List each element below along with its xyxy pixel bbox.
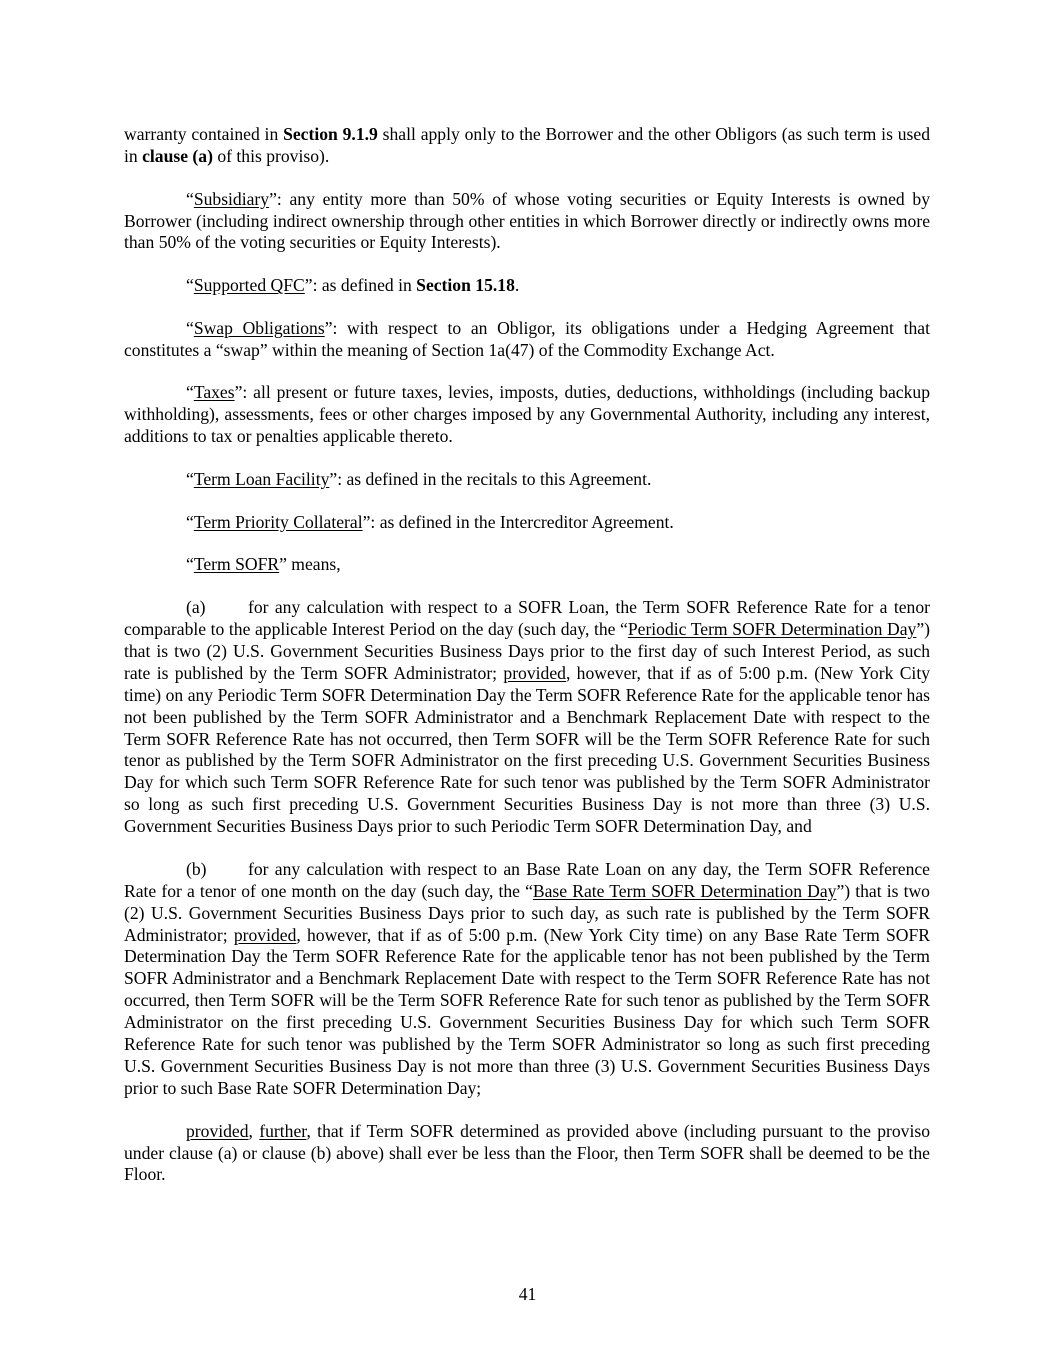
quote-open: “	[186, 188, 194, 209]
text: of this proviso).	[212, 145, 330, 166]
defined-term: Term Loan Facility	[193, 468, 330, 489]
proviso-term: provided	[186, 1120, 249, 1141]
definition-text: .	[514, 275, 520, 296]
proviso-paragraph	[124, 1121, 930, 1187]
paragraph-warranty	[124, 124, 930, 168]
text: , that if Term SOFR determined as provided above (including pursuant to the proviso under clause (a) or clause (b) above) shall ever be less than the Floor, then Term SOFR shall be deemed to be the Floor.	[124, 1120, 931, 1185]
definition-swap-obligations	[124, 318, 930, 362]
proviso-term: provided	[503, 662, 566, 683]
clause-a	[124, 597, 930, 838]
definition-text: ”: all present or future taxes, levies, imposts, duties, deductions, withholdings (including backup withholding), assessments, fees or other charges imposed by any Governmental Authority, including any interest, additions to tax or penalties applicable thereto.	[124, 382, 930, 447]
proviso-term: provided	[233, 924, 297, 945]
quote-open: “	[186, 468, 194, 489]
text: ,	[248, 1120, 260, 1141]
text: shall apply only to the Borrower and the other Obligors (as such term is used in	[124, 124, 930, 166]
definition-text: ”: as defined in the recitals to this Agreement.	[329, 468, 652, 489]
quote-open: “	[186, 317, 194, 338]
clause-reference: clause (a)	[142, 145, 213, 166]
defined-term: Swap Obligations	[193, 317, 325, 338]
text: warranty contained in	[124, 124, 284, 144]
proviso-term: further	[259, 1120, 307, 1141]
definition-supported-qfc	[124, 275, 930, 297]
definition-term-priority-collateral	[124, 512, 930, 534]
clause-text: for any calculation with respect to a SOFR Loan, the Term SOFR Reference Rate for a tenor comparable to the applicable Interest Period on the day (such day, the “	[124, 597, 930, 639]
clause-text: , however, that if as of 5:00 p.m. (New York City time) on any Periodic Term SOFR Determination Day the Term SOFR Reference Rate for the applicable tenor has not been published by the Term SOFR Administrator and a Benchmark Replacement Date with respect to the Term SOFR Reference Rate has not occurred, then Term SOFR will be the Term SOFR Reference Rate for such tenor as published by the Term SOFR Administrator on the first preceding U.S. Government Securities Business Day for which such Term SOFR Reference Rate for such tenor was published by the Term SOFR Administrator so long as such first preceding U.S. Government Securities Business Day is not more than three (3) U.S. Government Securities Business Days prior to such Periodic Term SOFR Determination Day, and	[124, 662, 931, 837]
definition-term-loan-facility	[124, 469, 930, 491]
section-reference: Section 9.1.9	[283, 124, 378, 144]
document-page	[124, 124, 930, 1207]
defined-term: Base Rate Term SOFR Determination Day	[532, 880, 837, 901]
definition-text: ” means,	[279, 554, 341, 575]
definition-text: ”: as defined in	[304, 275, 417, 296]
definition-text: ”: with respect to an Obligor, its obligations under a Hedging Agreement that constitutes a “swap” within the meaning of Section 1a(47) of the Commodity Exchange Act.	[124, 317, 930, 360]
defined-term: Term Priority Collateral	[193, 511, 363, 532]
clause-text: ”) that is two (2) U.S. Government Securities Business Days prior to such day, as such rate is published by the Term SOFR Administrator;	[124, 880, 930, 945]
section-reference: Section 15.18	[416, 275, 515, 296]
definition-text: ”: any entity more than 50% of whose voting securities or Equity Interests is owned by Borrower (including indirect ownership through other entities in which Borrower directly or indirectly owns more than 50% of the voting securities or Equity Interests).	[124, 188, 930, 253]
clause-text: , however, that if as of 5:00 p.m. (New York City time) on any Base Rate Term SOFR Determination Day the Term SOFR Reference Rate for the applicable tenor has not been published by the Term SOFR Administrator and a Benchmark Replacement Date with respect to the Term SOFR Reference Rate has not occurred, then Term SOFR will be the Term SOFR Reference Rate for such tenor as published by the Term SOFR Administrator on the first preceding U.S. Government Securities Business Day for which such Term SOFR Reference Rate for such tenor was published by the Term SOFR Administrator so long as such first preceding U.S. Government Securities Business Day is not more than three (3) U.S. Government Securities Business Days prior to such Base Rate SOFR Determination Day;	[124, 924, 931, 1098]
clause-label: (b)	[186, 858, 207, 879]
defined-term: Term SOFR	[193, 554, 280, 575]
definition-taxes	[124, 382, 930, 448]
clause-label: (a)	[186, 597, 206, 618]
defined-term: Subsidiary	[193, 188, 270, 209]
quote-open: “	[186, 554, 194, 575]
clause-text: ”) that is two (2) U.S. Government Securities Business Days prior to the first day of such Interest Period, as such rate is published by the Term SOFR Administrator;	[124, 618, 930, 683]
clause-text: for any calculation with respect to an Base Rate Loan on any day, the Term SOFR Reference Rate for a tenor of one month on the day (such day, the “	[124, 858, 930, 901]
defined-term: Taxes	[193, 382, 235, 403]
defined-term: Periodic Term SOFR Determination Day	[627, 618, 917, 639]
definition-text: ”: as defined in the Intercreditor Agreement.	[362, 511, 674, 532]
definition-term-sofr	[124, 554, 930, 576]
defined-term: Supported QFC	[193, 275, 305, 296]
definition-subsidiary	[124, 189, 930, 255]
quote-open: “	[186, 382, 194, 403]
clause-b	[124, 859, 930, 1100]
page-number: 41	[518, 1284, 537, 1304]
quote-open: “	[186, 275, 194, 296]
quote-open: “	[186, 511, 194, 532]
